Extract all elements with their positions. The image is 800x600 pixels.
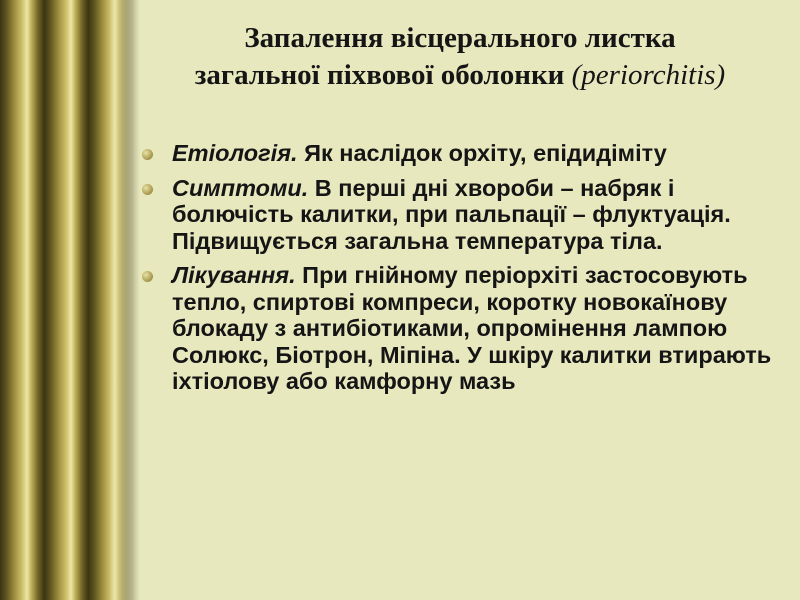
- bullet-symptoms: [140, 175, 780, 255]
- bullet-dot-icon: [142, 184, 153, 195]
- bullet-dot-icon: [142, 271, 153, 282]
- bullet-text: В перші дні хвороби – набряк і болючість калитки, при пальпації – флуктуація. Підвищується загальна температура тіла.: [172, 174, 731, 254]
- bullet-text: При гнійному періорхіті застосовують тепло, спиртові компреси, коротку новокаїнову блокаду з антибіотиками, опромінення лампою Солюкс, Біотрон, Міпіна. У шкіру калитки втирають іхтіолову або камфорну мазь: [172, 262, 772, 394]
- bullet-term: Етіологія.: [172, 140, 298, 166]
- bullet-text: Як наслідок орхіту, епідидіміту: [297, 140, 667, 166]
- title-line-2: загальної піхвової оболонки: [194, 59, 572, 91]
- bullet-etiology: [140, 140, 780, 167]
- bullet-term: Симптоми.: [172, 174, 309, 201]
- bullet-term: Лікування.: [172, 262, 296, 288]
- decorative-gold-stripes: [0, 0, 140, 600]
- title-latin-term: (periorchitis): [571, 59, 726, 91]
- slide-title: [140, 20, 780, 94]
- bullet-list: [140, 140, 780, 403]
- title-line-1: Запалення вісцерального листка: [244, 22, 676, 54]
- bullet-treatment: [140, 262, 780, 395]
- bullet-dot-icon: [142, 149, 153, 160]
